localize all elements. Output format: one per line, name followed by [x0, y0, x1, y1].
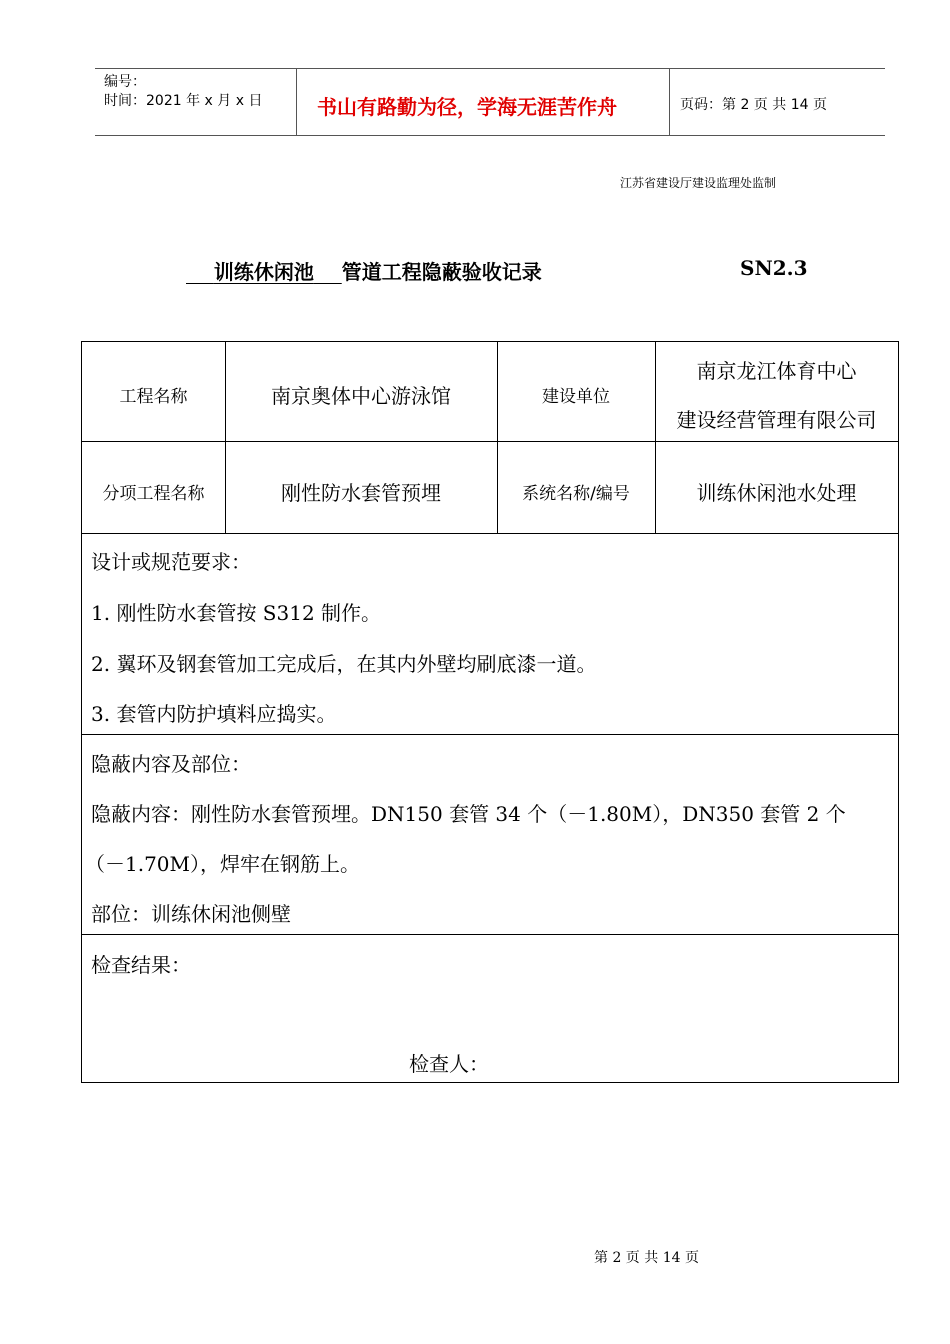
label-project-name: 工程名称	[119, 387, 188, 407]
header-bottom-rule	[95, 135, 885, 136]
label-builder: 建设单位	[542, 387, 610, 407]
value-builder-line1: 南京龙江体育中心	[696, 359, 857, 383]
page-footer: 第 2 页 共 14 页	[594, 1250, 699, 1266]
label-sub-project: 分项工程名称	[102, 484, 205, 504]
document-title	[186, 256, 542, 285]
concealed-content-line1: 隐蔽内容：刚性防水套管预埋。DN150 套管 34 个（－1.80M），DN350 套管 2 个	[91, 802, 846, 826]
concealed-content-line2: （－1.70M），焊牢在钢筋上。	[85, 852, 361, 876]
table-rule-row1	[82, 441, 898, 442]
title-main: 管道工程隐蔽验收记录	[341, 260, 542, 284]
header-divider-right	[669, 68, 670, 136]
table-rule-concealed	[82, 934, 898, 935]
title-project-name: 训练休闲池	[213, 260, 314, 284]
requirements-heading: 设计或规范要求：	[91, 550, 251, 574]
requirement-item-3: 3. 套管内防护填料应捣实。	[91, 702, 337, 726]
header-top-rule	[95, 68, 885, 69]
header-divider-left	[296, 68, 297, 136]
header-number-label: 编号：	[104, 74, 146, 90]
acceptance-record-table	[81, 341, 899, 1083]
table-rule-requirements	[82, 734, 898, 735]
header-page-label: 页码：第 2 页 共 14 页	[680, 97, 827, 113]
table-col-rule-2	[497, 342, 498, 533]
title-project-underlined	[186, 260, 342, 284]
concealed-heading: 隐蔽内容及部位：	[91, 752, 251, 776]
table-rule-row2	[82, 533, 898, 534]
header-motto: 书山有路勤为径，学海无涯苦作舟	[317, 95, 617, 119]
result-heading: 检查结果：	[91, 953, 191, 977]
inspector-label: 检查人：	[409, 1052, 489, 1076]
requirement-item-2: 2. 翼环及钢套管加工完成后，在其内外壁均刷底漆一道。	[91, 652, 597, 676]
value-project-name: 南京奥体中心游泳馆	[271, 384, 451, 408]
document-code: SN2.3	[740, 256, 808, 280]
supervision-note: 江苏省建设厅建设监理处监制	[620, 176, 777, 190]
label-system: 系统名称/编号	[522, 484, 630, 504]
value-system: 训练休闲池水处理	[696, 481, 857, 505]
value-sub-project: 刚性防水套管预埋	[281, 481, 441, 505]
requirement-item-1: 1. 刚性防水套管按 S312 制作。	[91, 601, 382, 625]
header-time-label: 时间：2021 年 x 月 x 日	[104, 93, 263, 109]
value-builder-line2: 建设经营管理有限公司	[676, 408, 877, 432]
concealed-location: 部位：训练休闲池侧壁	[91, 902, 291, 926]
